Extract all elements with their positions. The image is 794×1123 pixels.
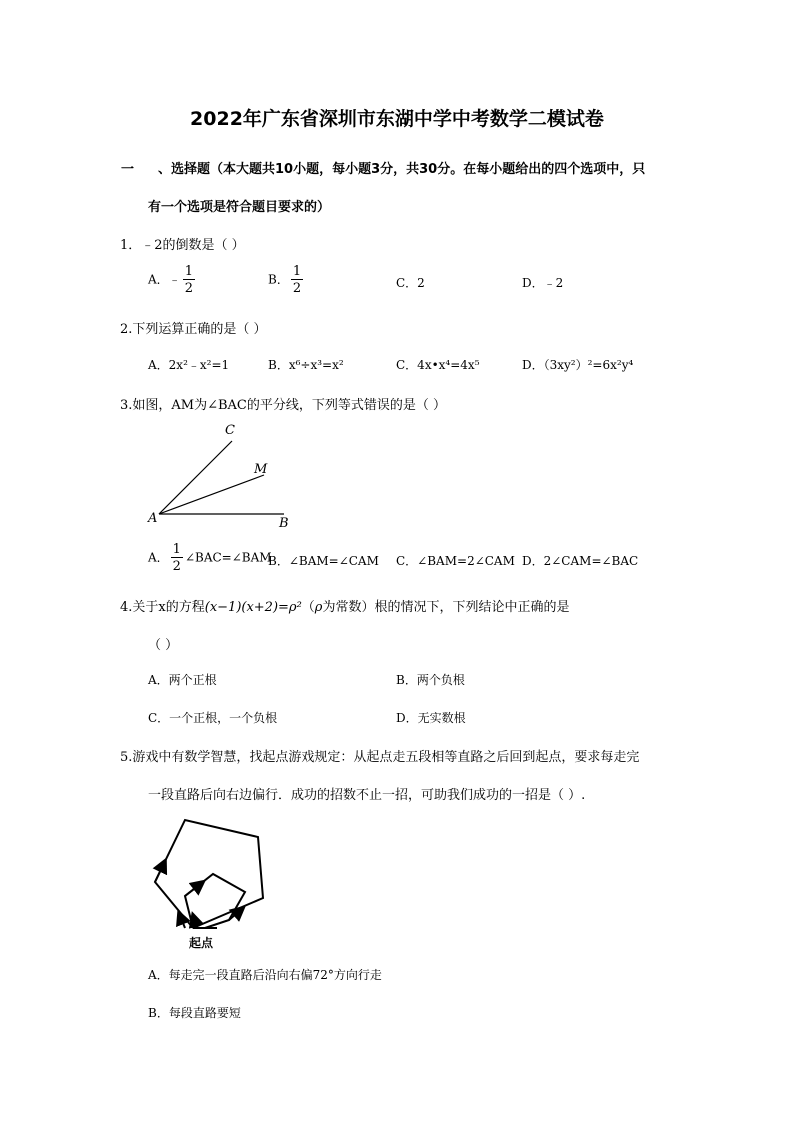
point-c-label: C xyxy=(225,423,235,438)
q3-a-text: ∠BAC=∠BAM xyxy=(184,550,272,565)
inner-start-arrow xyxy=(193,915,197,928)
q5-option-b: B．每段直路要短 xyxy=(148,1006,241,1020)
q2-stem: 2.下列运算正确的是（ ） xyxy=(120,322,267,337)
q2-option-b: B．x⁶÷x³=x² xyxy=(268,358,344,372)
q1-option-c: C．2 xyxy=(396,276,425,290)
section-number: 一 xyxy=(121,162,135,177)
section-heading-line2: 有一个选项是符合题目要求的） xyxy=(148,200,331,215)
q1-a-label: A． xyxy=(148,272,169,287)
q3-a-denominator: 2 xyxy=(172,559,181,574)
inner-direction-arrow-1 xyxy=(185,882,203,896)
q3-a-label: A． xyxy=(148,550,169,565)
q1-option-d: D．﹣2 xyxy=(522,276,564,290)
page-title: 2022年广东省深圳市东湖中学中考数学二模试卷 xyxy=(190,108,604,130)
q4-equation: (x−1)(x+2)=ρ² xyxy=(204,600,302,615)
q1-a-numerator: 1 xyxy=(184,264,193,279)
q4-stem xyxy=(120,596,569,615)
q4-stem-suffix: 为常数）根的情况下，下列结论中正确的是 xyxy=(322,600,570,615)
q4-option-a: A．两个正根 xyxy=(148,673,217,687)
angle-bisector-figure xyxy=(140,418,310,534)
outer-pentagon-path xyxy=(155,820,263,928)
point-m-label: M xyxy=(254,462,268,477)
q1-stem: 1．﹣2的倒数是（ ） xyxy=(120,238,245,253)
q5-option-a: A．每走完一段直路后沿向右偏72°方向行走 xyxy=(148,968,382,982)
ray-am xyxy=(159,475,264,514)
q1-b-label: B． xyxy=(268,272,289,287)
q4-option-d: D．无实数根 xyxy=(396,711,466,725)
ray-ac xyxy=(159,441,232,514)
path-game-figure xyxy=(145,812,275,952)
q4-stem-prefix: 4.关于x的方程 xyxy=(120,600,205,615)
q5-stem-line1: 5.游戏中有数学智慧，找起点游戏规定：从起点走五段相等直路之后回到起点，要求每走完 xyxy=(120,750,640,765)
point-b-label: B xyxy=(279,516,289,531)
q5-stem-line2: 一段直路后向右边偏行．成功的招数不止一招，可助我们成功的一招是（ ）. xyxy=(148,788,586,803)
q3-a-fraction xyxy=(171,543,183,573)
section-heading-line1: 、选择题（本大题共10小题，每小题3分，共30分。在每小题给出的四个选项中，只 xyxy=(158,162,646,177)
q1-option-b xyxy=(268,265,305,295)
q1-b-denominator: 2 xyxy=(292,281,302,296)
q1-b-fraction xyxy=(291,265,303,295)
q1-option-a xyxy=(148,265,197,295)
q4-option-b: B．两个负根 xyxy=(396,673,465,687)
q1-a-sign: ﹣ xyxy=(168,272,181,287)
q1-b-numerator: 1 xyxy=(292,264,302,279)
q2-option-a: A．2x²﹣x²=1 xyxy=(148,358,230,372)
q3-a-numerator: 1 xyxy=(172,542,181,557)
q3-option-a xyxy=(148,543,272,573)
outer-direction-arrow xyxy=(155,861,165,882)
start-point-label: 起点 xyxy=(189,936,214,950)
q3-option-b: B．∠BAM=∠CAM xyxy=(268,554,379,568)
q4-answer-paren: （ ） xyxy=(148,638,179,653)
q4-stem-mid: （ xyxy=(301,600,315,615)
q1-a-denominator: 2 xyxy=(184,281,193,296)
q3-option-c: C．∠BAM=2∠CAM xyxy=(396,554,515,568)
q3-stem: 3.如图，AM为∠BAC的平分线，下列等式错误的是（ ） xyxy=(120,398,447,413)
q1-a-fraction xyxy=(183,265,195,295)
q3-option-d: D．2∠CAM=∠BAC xyxy=(522,554,639,568)
point-a-label: A xyxy=(148,511,158,526)
q4-option-c: C．一个正根，一个负根 xyxy=(148,711,278,725)
q2-option-c: C．4x•x⁴=4x⁵ xyxy=(396,358,480,372)
q4-rho: ρ xyxy=(314,600,323,615)
q2-option-d: D．（3xy²）²=6x²y⁴ xyxy=(522,358,634,372)
